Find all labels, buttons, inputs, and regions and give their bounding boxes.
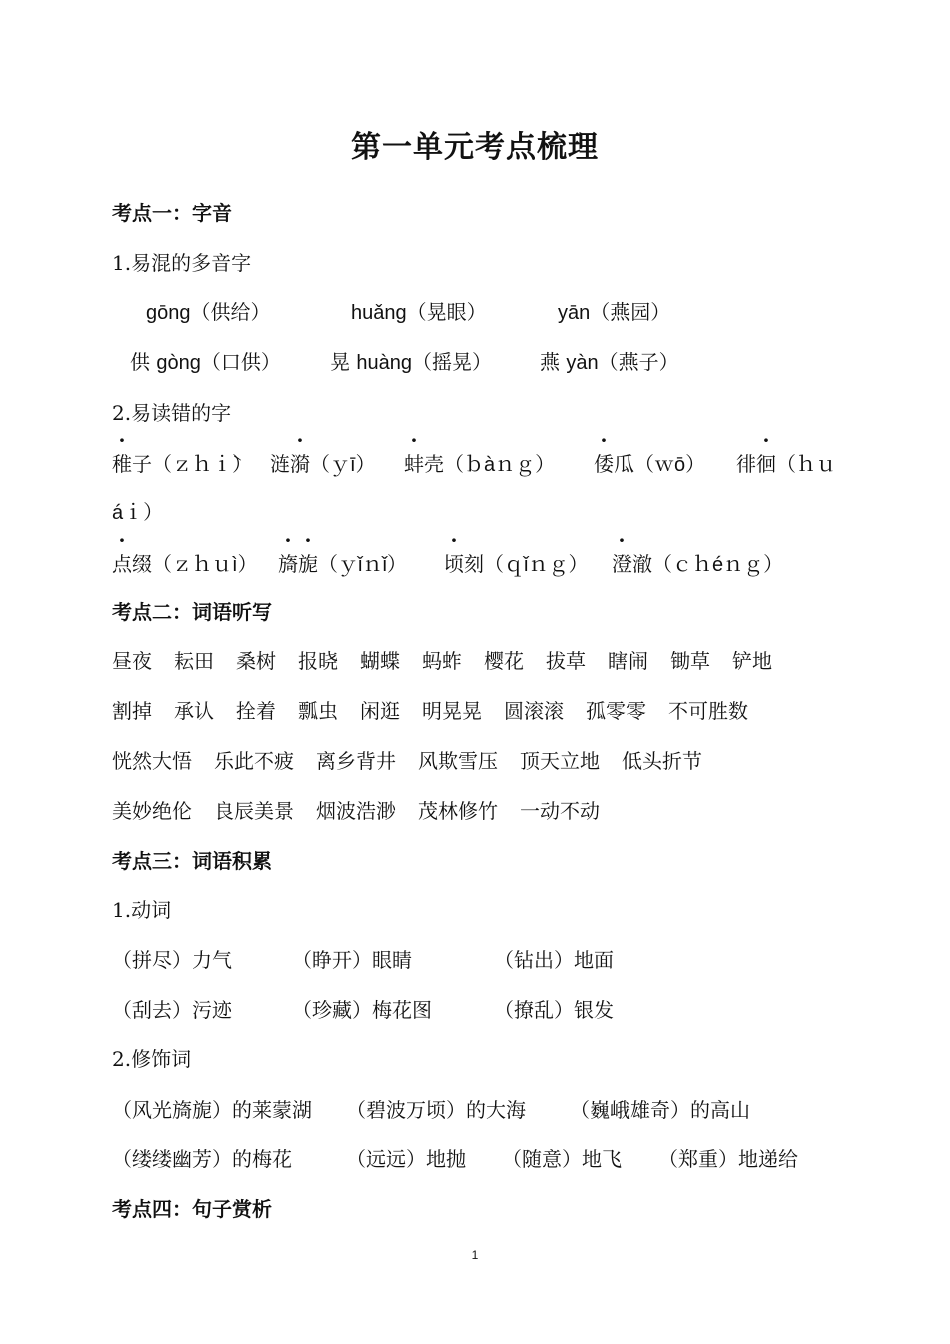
char: 澈 [632, 552, 652, 576]
polyphonic-item [351, 296, 487, 325]
misread-item [278, 548, 407, 577]
vocab-word: 恍然大悟 [112, 749, 192, 773]
vocab-word: 报晓 [298, 649, 338, 673]
vocab-word: 烟波浩渺 [316, 799, 396, 823]
pinyin: gōng [146, 302, 191, 324]
dotted-char: 澄 [612, 552, 632, 576]
verb-phrase: （钻出）地面 [494, 948, 614, 972]
modifier-phrase: （碧波万顷）的大海 [346, 1098, 526, 1122]
modifier-phrase: （巍峨雄奇）的高山 [570, 1098, 750, 1122]
dotted-char: 蚌 [404, 452, 424, 476]
vocab-word: 瞎闹 [608, 649, 648, 673]
pinyin: （ｃｈéｎｇ） [652, 554, 784, 576]
misread-item [270, 448, 376, 477]
pinyin: huǎng [351, 302, 407, 324]
vocab-word: 明晃晃 [422, 699, 482, 723]
vocab-word: 美妙绝伦 [112, 799, 192, 823]
vocab-word: 桑树 [236, 649, 276, 673]
vocab-word: 低头折节 [622, 749, 702, 773]
verb-phrase: （睁开）眼睛 [292, 948, 412, 972]
misread-wrap: áｉ） [112, 502, 164, 524]
vocab-row [112, 795, 622, 824]
misread-item [112, 448, 252, 477]
verb-phrase: （撩乱）银发 [494, 998, 614, 1022]
vocab-word: 拔草 [546, 649, 586, 673]
vocab-word: 乐此不疲 [214, 749, 294, 773]
vocab-word: 割掉 [112, 699, 152, 723]
subheading-verbs: 1.动词 [112, 898, 172, 922]
char: 壳 [424, 452, 444, 476]
pinyin: （ｗō） [634, 454, 706, 476]
vocab-word: 承认 [174, 699, 214, 723]
dotted-char: 顷 [444, 552, 464, 576]
vocab-row [112, 745, 724, 774]
modifier-phrase: （缕缕幽芳）的梅花 [112, 1147, 292, 1171]
vocab-word: 离乡背井 [316, 749, 396, 773]
subheading-modifiers: 2.修饰词 [112, 1047, 192, 1071]
vocab-word: 孤零零 [586, 699, 646, 723]
subheading-polyphonic: 1.易混的多音字 [112, 251, 252, 275]
dotted-char: 漪 [290, 452, 310, 476]
pinyin: （ｚｈｕì） [152, 554, 258, 576]
vocab-word: 茂林修竹 [418, 799, 498, 823]
char: 瓜 [614, 452, 634, 476]
word: （晃眼） [406, 300, 487, 324]
vocab-row [112, 645, 794, 674]
vocab-word: 蚂蚱 [422, 649, 462, 673]
dotted-char: 旎 [298, 552, 318, 576]
misread-item [404, 448, 555, 477]
vocab-word: 不可胜数 [668, 699, 748, 723]
vocab-word: 风欺雪压 [418, 749, 498, 773]
vocab-word: 良辰美景 [214, 799, 294, 823]
verb-phrase: （刮去）污迹 [112, 998, 232, 1022]
section-heading-1: 考点一：字音 [112, 201, 232, 225]
vocab-row [112, 695, 770, 724]
word: （燕子） [598, 350, 679, 374]
misread-item [594, 448, 705, 477]
polyphonic-item [330, 346, 492, 375]
dotted-char: 旖 [278, 552, 298, 576]
polyphonic-item [540, 346, 679, 375]
dotted-char: 徊 [756, 452, 776, 476]
modifier-phrase: （郑重）地递给 [658, 1147, 798, 1171]
vocab-word: 拴着 [236, 699, 276, 723]
vocab-word: 铲地 [732, 649, 772, 673]
page-number: 1 [471, 1248, 479, 1262]
pinyin: （ｙǐｎǐ） [318, 554, 407, 576]
vocab-word: 昼夜 [112, 649, 152, 673]
vocab-word: 蝴蝶 [360, 649, 400, 673]
word: （供给） [190, 300, 271, 324]
char: 刻 [464, 552, 484, 576]
vocab-word: 一动不动 [520, 799, 600, 823]
pinyin: （ｂàｎｇ） [444, 454, 556, 476]
misread-item [736, 448, 836, 477]
modifier-phrase: （风光旖旎）的莱蒙湖 [112, 1098, 312, 1122]
word: （口供） [200, 350, 281, 374]
polyphonic-item [146, 296, 271, 325]
modifier-phrase: （随意）地飞 [502, 1147, 622, 1171]
dotted-char: 倭 [594, 452, 614, 476]
vocab-word: 圆滚滚 [504, 699, 564, 723]
character: 晃 [330, 350, 350, 374]
page-title: 第一单元考点梳理 [351, 130, 599, 165]
word: （摇晃） [411, 350, 492, 374]
char: 缀 [132, 552, 152, 576]
vocab-word: 闲逛 [360, 699, 400, 723]
misread-item [112, 548, 258, 577]
char: 子 [132, 452, 152, 476]
pinyin: yān [558, 302, 591, 324]
character: 供 [130, 350, 150, 374]
word: （燕园） [590, 300, 671, 324]
verb-phrase: （珍藏）梅花图 [292, 998, 432, 1022]
vocab-word: 樱花 [484, 649, 524, 673]
vocab-word: 锄草 [670, 649, 710, 673]
pinyin: （ｙī） [310, 454, 376, 476]
character: 燕 [540, 350, 560, 374]
subheading-misread: 2.易读错的字 [112, 401, 232, 425]
section-heading-2: 考点二：词语听写 [112, 600, 272, 624]
char: 涟 [270, 452, 290, 476]
modifier-phrase: （远远）地抛 [346, 1147, 466, 1171]
section-heading-3: 考点三：词语积累 [112, 849, 272, 873]
verb-phrase: （拼尽）力气 [112, 948, 232, 972]
vocab-word: 瓢虫 [298, 699, 338, 723]
pinyin: yàn [566, 352, 599, 374]
pinyin: gòng [156, 352, 201, 374]
vocab-word: 耘田 [174, 649, 214, 673]
char: 徘 [736, 452, 756, 476]
dotted-char: 点 [112, 552, 132, 576]
pinyin: huàng [356, 352, 412, 374]
pinyin: （ｈｕ [776, 454, 836, 476]
pinyin: （ｑǐｎｇ） [484, 554, 589, 576]
polyphonic-item [558, 296, 670, 325]
polyphonic-item [130, 346, 281, 375]
vocab-word: 顶天立地 [520, 749, 600, 773]
section-heading-4: 考点四：句子赏析 [112, 1197, 272, 1221]
pinyin: （ｚｈｉ̀） [152, 454, 252, 476]
misread-item [612, 548, 783, 577]
misread-item [444, 548, 588, 577]
dotted-char: 稚 [112, 452, 132, 476]
